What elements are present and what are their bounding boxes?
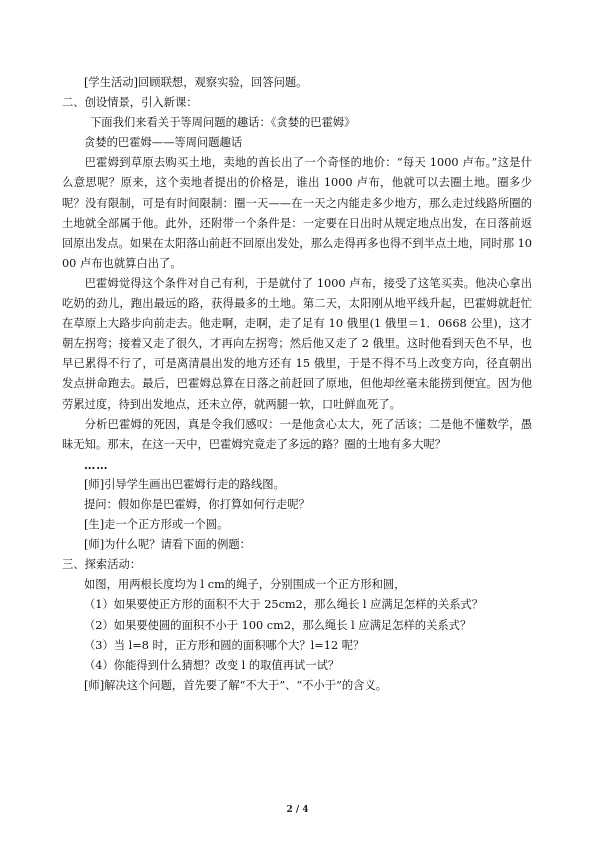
document-body (62, 73, 532, 696)
story-title: 贪婪的巴霍姆——等周问题趣话 (84, 136, 243, 150)
text-line-intro: 下面我们来看关于等周问题的趣话：《贪婪的巴霍姆》 (90, 116, 356, 130)
text-line-student-answer: [生]走一个正方形或一个圆。 (84, 518, 229, 532)
text-line-teacher-explain: [师]解决这个问题，首先要了解“不大于”、“不小于”的含义。 (84, 678, 388, 692)
question-2: （2）如果要使圆的面积不小于 100 cm2，那么绳长 l 应满足怎样的关系式？ (84, 618, 472, 632)
question-1: （1）如果要使正方形的面积不大于 25cm2，那么绳长 l 应满足怎样的关系式？ (84, 598, 484, 612)
question-3: （3）当 l=8 时，正方形和圆的面积哪个大？l=12 呢？ (84, 638, 365, 652)
text-line-teacher-why: [师]为什么呢？请看下面的例题： (84, 538, 251, 552)
text-line-problem: 如图，用两根长度均为 l cm的绳子，分别围成一个正方形和圆， (84, 578, 406, 592)
question-4: （4）你能得到什么猜想？改变 l 的取值再试一试？ (84, 658, 340, 672)
text-line-student-activity: [学生活动]回顾联想，观察实验，回答问题。 (84, 76, 308, 89)
ellipsis: …… (84, 457, 109, 472)
text-line-question: 提问：假如你是巴霍姆，你打算如何行走呢？ (84, 497, 310, 511)
section-heading-2: 二、创设情景，引入新课： (62, 96, 198, 110)
page-number: 2 / 4 (286, 805, 309, 815)
paragraph-3: 分析巴霍姆的死因，真是令我们感叹：一是他贪心太大，死了活该；二是他不懂数学，愚昧无知。那末，在这一天中，巴霍姆究竟走了多远的路？圈的土地有多大呢？ (62, 417, 532, 451)
paragraph-2: 巴霍姆觉得这个条件对自己有利，于是就付了 1000 卢布，接受了这笔买卖。他决心拿出吃奶的劲儿，跑出最远的路，获得最多的土地。第二天，太阳刚从地平线升起，巴霍姆就赶忙在草原上大路步向前走去。他走啊，走啊，走了足有 10 俄里(1 俄里＝1．0668 公里)，这才朝左拐弯；接着又走了很久，才再向左拐弯；然后他又走了 2 俄里。这时他看到天色不早，也早已累得不行了，可是离清晨出发的地方还有 15 俄里，于是不得不马上改变方向，径直朝出发点拼命跑去。最后，巴霍姆总算在日落之前赶回了原地，但他却丝毫未能捞到便宜。因为他劳累过度，待到出发地点，还未立停，就两腿一软，口吐鲜血死了。 (62, 276, 532, 411)
paragraph-1: 巴霍姆到草原去购买土地，卖地的酋长出了一个奇怪的地价：“每天 1000 卢布。”这是什么意思呢？原来，这个卖地者提出的价格是，谁出 1000 卢布，他就可以去圈土地。圈多少呢？没有限制，可是有时间限制：圈一天——在一天之内能走多少地方，那么走过线路所圈的土地就全部属于他。此外，还附带一个条件是：一定要在日出时从规定地点出发，在日落前返回原出发点。如果在太阳落山前赶不回原出发处，那么走得再多也得不到半点土地，同时那 1000 卢布也就算白出了。 (62, 156, 532, 270)
section-heading-3: 三、探索活动： (62, 558, 142, 572)
text-line-teacher-guide: [师]引导学生画出巴霍姆行走的路线图。 (84, 477, 285, 491)
